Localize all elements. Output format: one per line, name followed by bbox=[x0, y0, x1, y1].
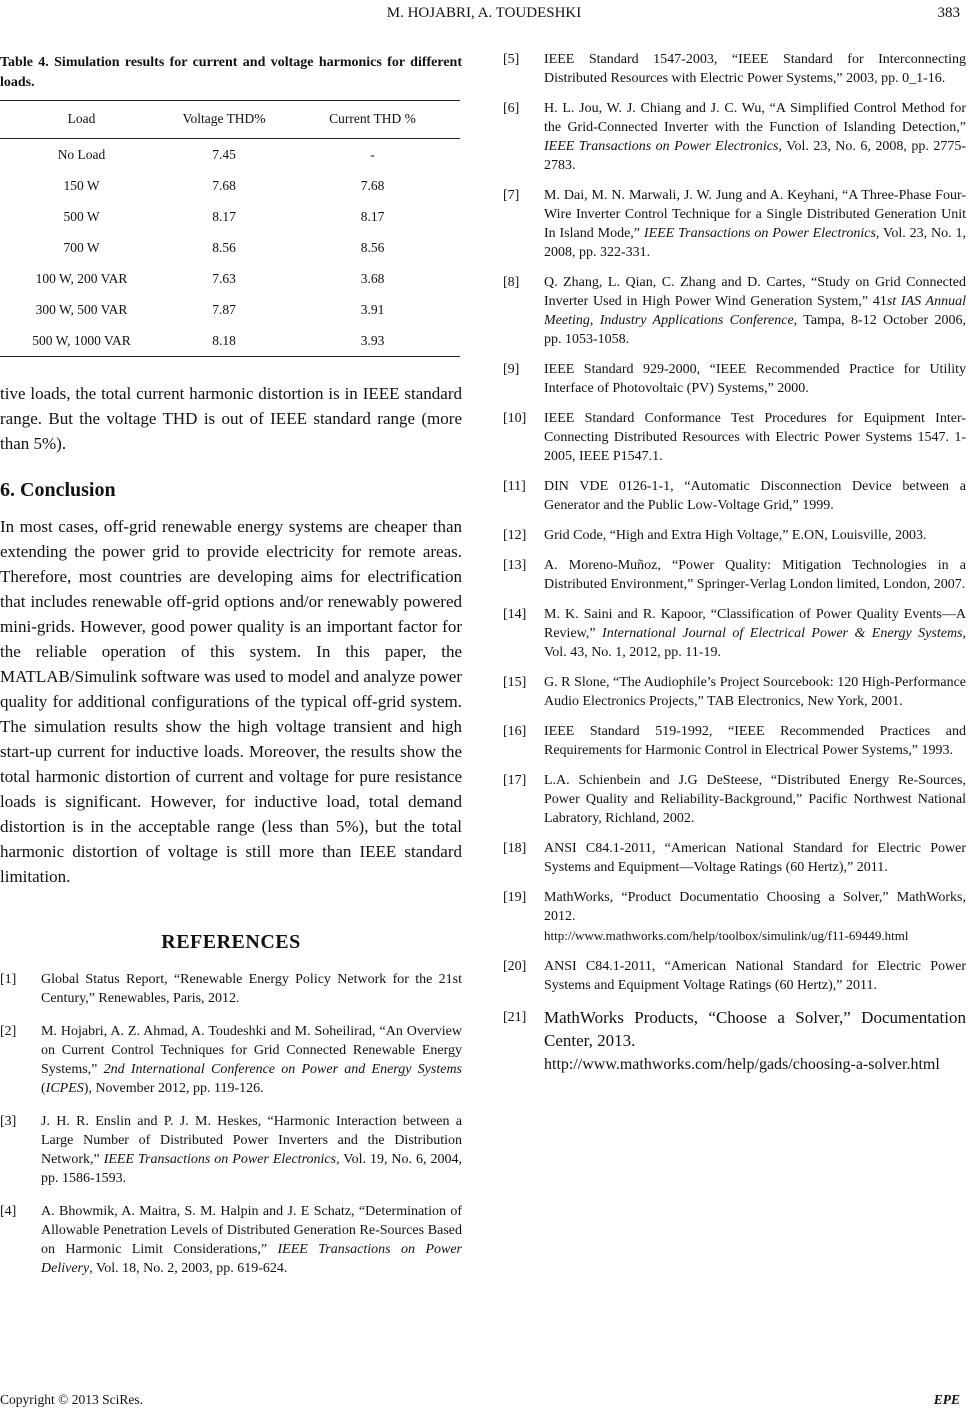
reference-text-part: G. R Slone, “The Audiophile’s Project Sourcebook: 120 High-Performance Audio Electronics Projects,” TAB Electronics, New York, 2001. bbox=[544, 675, 966, 709]
results-table bbox=[0, 100, 460, 357]
reference-item bbox=[503, 99, 966, 175]
reference-venue: IEEE Transactions on Power Electronics bbox=[643, 226, 876, 241]
reference-text bbox=[41, 1022, 462, 1098]
left-column bbox=[0, 50, 462, 1292]
continuation-paragraph: tive loads, the total current harmonic distortion is in IEEE standard range. But the voltage THD is out of IEEE standard range (more than 5%). bbox=[0, 384, 462, 453]
reference-text-part: , Vol. 43, No. 1, 2012, pp. 11-19. bbox=[544, 626, 966, 660]
cell-current-thd: 7.68 bbox=[360, 177, 385, 193]
reference-text-part: ( bbox=[41, 1081, 46, 1096]
reference-text bbox=[41, 1202, 462, 1278]
table-row bbox=[0, 325, 460, 357]
table-row bbox=[0, 263, 460, 294]
reference-text-part: Q. Zhang, L. Qian, C. Zhang and D. Cartes, “Study on Grid Connected Inverter Used in High Power Wind Generation System,” 41 bbox=[544, 275, 966, 309]
reference-text-part: H. L. Jou, W. J. Chiang and J. C. Wu, “A Simplified Control Method for the Grid-Connected Inverter with the Function of Islanding Detection,” bbox=[544, 101, 966, 135]
cell-current-thd: 8.17 bbox=[360, 208, 385, 224]
reference-venue: IEEE Transactions on Power Delivery bbox=[41, 1242, 462, 1276]
reference-text-part: IEEE Standard Conformance Test Procedures for Equipment Inter-Connecting Distributed Resources with Electric Power Systems 1547. 1-2005, IEEE P1547.1. bbox=[544, 411, 966, 464]
reference-item bbox=[503, 186, 966, 262]
reference-item bbox=[503, 409, 966, 466]
reference-venue: st IAS Annual Meeting bbox=[544, 294, 966, 328]
reference-text bbox=[41, 970, 462, 1008]
reference-text-part: Global Status Report, “Renewable Energy Policy Network for the 21st Century,” Renewables, Paris, 2012. bbox=[41, 972, 462, 1006]
reference-item bbox=[503, 722, 966, 760]
reference-venue: ICPES bbox=[45, 1081, 84, 1096]
reference-text bbox=[544, 839, 966, 877]
reference-text-part: M. Dai, M. N. Marwali, J. W. Jung and A. Keyhani, “A Three-Phase Four-Wire Inverter Control Technique for a Single Distributed Generation Unit In Island Mode,” bbox=[544, 188, 966, 241]
reference-number: [2] bbox=[0, 1024, 17, 1039]
conclusion-paragraph: In most cases, off-grid renewable energy systems are cheaper than extending the power grid to provide electricity for remote areas. Therefore, most countries are developing aims for electrification that includes renewable off-grid options and/or renewably powered mini-grids. However, good power quality is an important factor for the reliable operation of this system. In this paper, the MATLAB/Simulink software was used to model and analyze power quality for additional configurations of the typical off-grid system. The simulation results show the high voltage transient and high start-up current for inductive loads. Moreover, the results show the total harmonic distortion of current and voltage for pure resistance loads is significant. However, for inductive load, total demand distortion is in the acceptable range (less than 5%), but the total harmonic distortion of voltage is still more than IEEE standard limitation. bbox=[0, 517, 462, 886]
reference-number: [7] bbox=[503, 188, 520, 203]
reference-text-part: MathWorks Products, “Choose a Solver,” Documentation Center, 2013. bbox=[544, 1008, 966, 1050]
reference-text-part: , bbox=[589, 313, 600, 328]
reference-item bbox=[0, 1112, 462, 1188]
reference-text bbox=[544, 50, 966, 88]
cell-voltage-thd: 8.18 bbox=[163, 325, 285, 357]
reference-text bbox=[544, 556, 966, 594]
reference-text bbox=[544, 673, 966, 711]
reference-number: [21] bbox=[503, 1010, 527, 1025]
cell-load: 700 W bbox=[63, 239, 100, 255]
reference-item bbox=[503, 50, 966, 88]
reference-text bbox=[544, 186, 966, 262]
page-number: 383 bbox=[937, 5, 960, 21]
reference-text bbox=[544, 360, 966, 398]
reference-text-part: , Vol. 23, No. 6, 2008, pp. 2775-2783. bbox=[544, 139, 967, 173]
reference-number: [13] bbox=[503, 558, 527, 573]
reference-url: http://www.mathworks.com/help/toolbox/simulink/ug/f11-69449.html bbox=[544, 928, 909, 943]
reference-number: [10] bbox=[503, 411, 527, 426]
cell-current-thd: 3.93 bbox=[285, 325, 460, 357]
reference-text bbox=[544, 526, 966, 545]
reference-number: [11] bbox=[503, 479, 526, 494]
references-heading: REFERENCES bbox=[161, 931, 301, 953]
reference-venue: International Journal of Electrical Power & Energy Systems bbox=[602, 626, 963, 641]
right-column bbox=[503, 50, 966, 1087]
reference-number: [15] bbox=[503, 675, 527, 690]
cell-load: No Load bbox=[57, 146, 106, 162]
reference-venue: IEEE Transactions on Power Electronics bbox=[544, 139, 779, 154]
reference-item bbox=[503, 477, 966, 515]
reference-text-part: ANSI C84.1-2011, “American National Standard for Electric Power Systems and Equipment Voltage Ratings (60 Hertz),” 2011. bbox=[544, 959, 966, 993]
reference-text bbox=[544, 957, 966, 995]
reference-text-part: MathWorks, “Product Documentatio Choosing a Solver,” MathWorks, 2012. bbox=[544, 890, 966, 924]
cell-voltage-thd: 7.63 bbox=[212, 270, 236, 286]
reference-text bbox=[544, 273, 966, 349]
reference-item bbox=[503, 605, 966, 662]
table-row bbox=[0, 201, 460, 232]
reference-text bbox=[544, 605, 966, 662]
journal-abbreviation: EPE bbox=[933, 1392, 960, 1407]
cell-load: 100 W, 200 VAR bbox=[35, 270, 128, 286]
table-caption: Table 4. Simulation results for current and voltage harmonics for different loads. bbox=[0, 55, 462, 90]
reference-item bbox=[503, 360, 966, 398]
cell-current-thd: 8.56 bbox=[360, 239, 385, 255]
reference-text-part: L.A. Schienbein and J.G DeSteese, “Distributed Energy Re-Sources, Power Quality and Reliability-Background,” Pacific Northwest National Labratory, Richland, 2002. bbox=[544, 773, 966, 826]
reference-number: [16] bbox=[503, 724, 527, 739]
cell-voltage-thd: 7.68 bbox=[212, 177, 236, 193]
reference-text-part: , Vol. 23, No. 1, 2008, pp. 322-331. bbox=[544, 226, 966, 260]
cell-voltage-thd: 7.87 bbox=[212, 301, 236, 317]
table-row bbox=[0, 232, 460, 263]
reference-text-part: A. Moreno-Muñoz, “Power Quality: Mitigation Technologies in a Distributed Environment,” Springer-Verlag London limited, London, 2007. bbox=[544, 558, 966, 592]
reference-item bbox=[0, 970, 462, 1008]
reference-item bbox=[0, 1022, 462, 1098]
reference-text bbox=[544, 771, 966, 828]
conclusion-heading: 6. Conclusion bbox=[0, 479, 116, 501]
cell-current-thd: 3.68 bbox=[360, 270, 385, 286]
reference-text bbox=[41, 1112, 462, 1188]
reference-text bbox=[544, 888, 966, 946]
reference-number: [9] bbox=[503, 362, 520, 377]
reference-text-part: , Vol. 19, No. 6, 2004, pp. 1586-1593. bbox=[41, 1152, 462, 1186]
reference-text-part: ), November 2012, pp. 119-126. bbox=[83, 1081, 264, 1096]
reference-item bbox=[503, 888, 966, 946]
running-head-authors: M. HOJABRI, A. TOUDESHKI bbox=[386, 5, 582, 21]
reference-number: [6] bbox=[503, 101, 520, 116]
reference-text-part: DIN VDE 0126-1-1, “Automatic Disconnection Device between a Generator and the Public Low-Voltage Grid,” 1999. bbox=[544, 479, 966, 513]
reference-text bbox=[544, 477, 966, 515]
reference-item bbox=[503, 957, 966, 995]
table-row bbox=[0, 139, 460, 171]
reference-number: [14] bbox=[503, 607, 527, 622]
reference-text-part: IEEE Standard 929-2000, “IEEE Recommended Practice for Utility Interface of Photovoltaic (PV) Systems,” 2000. bbox=[544, 362, 966, 396]
table-header-row bbox=[0, 101, 460, 139]
cell-current-thd: - bbox=[370, 146, 375, 162]
reference-venue: Industry Applications Conference bbox=[599, 313, 794, 328]
column-header-current-thd: Current THD % bbox=[285, 101, 460, 139]
reference-item bbox=[503, 273, 966, 349]
running-header bbox=[0, 0, 968, 24]
reference-url: http://www.mathworks.com/help/gads/choosing-a-solver.html bbox=[544, 1056, 940, 1073]
reference-text-part: IEEE Standard 519-1992, “IEEE Recommended Practices and Requirements for Harmonic Control in Electrical Power Systems,” 1993. bbox=[544, 724, 966, 758]
reference-number: [5] bbox=[503, 52, 520, 67]
cell-load: 300 W, 500 VAR bbox=[35, 301, 128, 317]
copyright-notice: Copyright © 2013 SciRes. bbox=[0, 1392, 144, 1407]
reference-number: [1] bbox=[0, 972, 17, 987]
reference-item bbox=[503, 673, 966, 711]
reference-item bbox=[503, 526, 966, 545]
reference-item bbox=[503, 839, 966, 877]
reference-venue: IEEE Transactions on Power Electronics bbox=[103, 1152, 337, 1167]
reference-number: [18] bbox=[503, 841, 527, 856]
reference-text-part: , Tampa, 8-12 October 2006, pp. 1053-1058. bbox=[544, 313, 967, 347]
reference-number: [19] bbox=[503, 890, 527, 905]
reference-venue: 2nd International Conference on Power and Energy Systems bbox=[103, 1062, 463, 1077]
reference-item bbox=[0, 1202, 462, 1278]
reference-number: [20] bbox=[503, 959, 527, 974]
cell-voltage-thd: 8.17 bbox=[212, 208, 236, 224]
reference-number: [3] bbox=[0, 1114, 17, 1129]
reference-number: [4] bbox=[0, 1204, 17, 1219]
reference-text-part: M. K. Saini and R. Kapoor, “Classification of Power Quality Events—A Review,” bbox=[544, 607, 966, 641]
cell-voltage-thd: 8.56 bbox=[212, 239, 236, 255]
reference-text-part: M. Hojabri, A. Z. Ahmad, A. Toudeshki and M. Soheilirad, “An Overview on Current Control Techniques for Grid Connected Renewable Energy Systems,” bbox=[41, 1024, 462, 1077]
cell-load: 500 W, 1000 VAR bbox=[0, 325, 163, 357]
table-row bbox=[0, 170, 460, 201]
reference-text-part: J. H. R. Enslin and P. J. M. Heskes, “Harmonic Interaction between a Large Number of Distributed Power Inverters and the Distribution Network,” bbox=[41, 1114, 462, 1167]
cell-load: 150 W bbox=[63, 177, 100, 193]
reference-number: [8] bbox=[503, 275, 520, 290]
reference-text-part: , Vol. 18, No. 2, 2003, pp. 619-624. bbox=[89, 1261, 288, 1276]
reference-number: [17] bbox=[503, 773, 527, 788]
cell-voltage-thd: 7.45 bbox=[212, 146, 236, 162]
reference-text bbox=[544, 1006, 966, 1076]
reference-item bbox=[503, 1006, 966, 1076]
table-row bbox=[0, 294, 460, 325]
reference-number: [12] bbox=[503, 528, 527, 543]
reference-text-part: ANSI C84.1-2011, “American National Standard for Electric Power Systems and Equipment—Voltage Ratings (60 Hertz),” 2011. bbox=[544, 841, 966, 875]
reference-text-part: Grid Code, “High and Extra High Voltage,” E.ON, Louisville, 2003. bbox=[544, 528, 927, 543]
reference-text-part: IEEE Standard 1547-2003, “IEEE Standard for Interconnecting Distributed Resources with Electric Power Systems,” 2003, pp. 0_1-16. bbox=[544, 52, 966, 86]
reference-text bbox=[544, 99, 966, 175]
reference-text bbox=[544, 722, 966, 760]
reference-item bbox=[503, 556, 966, 594]
reference-text bbox=[544, 409, 966, 466]
column-header-load: Load bbox=[0, 101, 163, 139]
cell-current-thd: 3.91 bbox=[360, 301, 385, 317]
reference-item bbox=[503, 771, 966, 828]
reference-text-part: A. Bhowmik, A. Maitra, S. M. Halpin and J. E Schatz, “Determination of Allowable Penetration Levels of Distributed Generation Re-Sources Based on Harmonic Limit Considerations,” bbox=[41, 1204, 462, 1257]
column-header-voltage-thd: Voltage THD% bbox=[163, 101, 285, 139]
cell-load: 500 W bbox=[63, 208, 100, 224]
